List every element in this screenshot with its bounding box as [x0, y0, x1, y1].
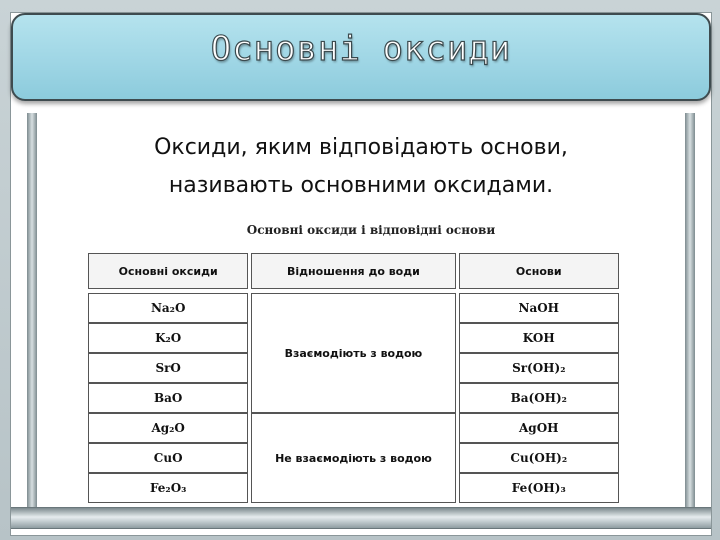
board-bottom-rail [11, 507, 711, 529]
oxides-table [85, 253, 622, 503]
table-row [88, 413, 619, 443]
base-cell: KOH [459, 323, 619, 353]
board-left-rail [27, 113, 37, 513]
oxide-cell: K₂O [88, 323, 248, 353]
oxide-cell: Fe₂O₃ [88, 473, 248, 503]
definition-line-1: Оксиди, яким відповідають основи, [154, 135, 568, 160]
slide-board [10, 12, 712, 536]
base-cell: Ba(OH)₂ [459, 383, 619, 413]
table-caption: Основні оксиди і відповідні основи [246, 223, 496, 237]
table-header-row [88, 253, 619, 289]
title-bar [11, 13, 711, 101]
header-bases: Основи [459, 253, 619, 289]
base-cell: NaOH [459, 293, 619, 323]
oxide-cell: Ag₂O [88, 413, 248, 443]
base-cell: AgOH [459, 413, 619, 443]
base-cell: Sr(OH)₂ [459, 353, 619, 383]
table-row [88, 293, 619, 323]
oxide-cell: SrO [88, 353, 248, 383]
definition-text [81, 129, 641, 205]
oxide-cell: CuO [88, 443, 248, 473]
board-right-rail [685, 113, 695, 513]
oxide-cell: Na₂O [88, 293, 248, 323]
oxide-cell: BaO [88, 383, 248, 413]
base-cell: Fe(OH)₃ [459, 473, 619, 503]
header-water-relation: Відношення до води [251, 253, 455, 289]
slide-title: Основні оксиди [210, 29, 512, 69]
group-reacts-with-water: Взаємодіють з водою [251, 293, 455, 413]
header-basic-oxides: Основні оксиди [88, 253, 248, 289]
group-not-reacts-with-water: Не взаємодіють з водою [251, 413, 455, 503]
definition-line-2: називають основними оксидами. [168, 173, 554, 198]
base-cell: Cu(OH)₂ [459, 443, 619, 473]
